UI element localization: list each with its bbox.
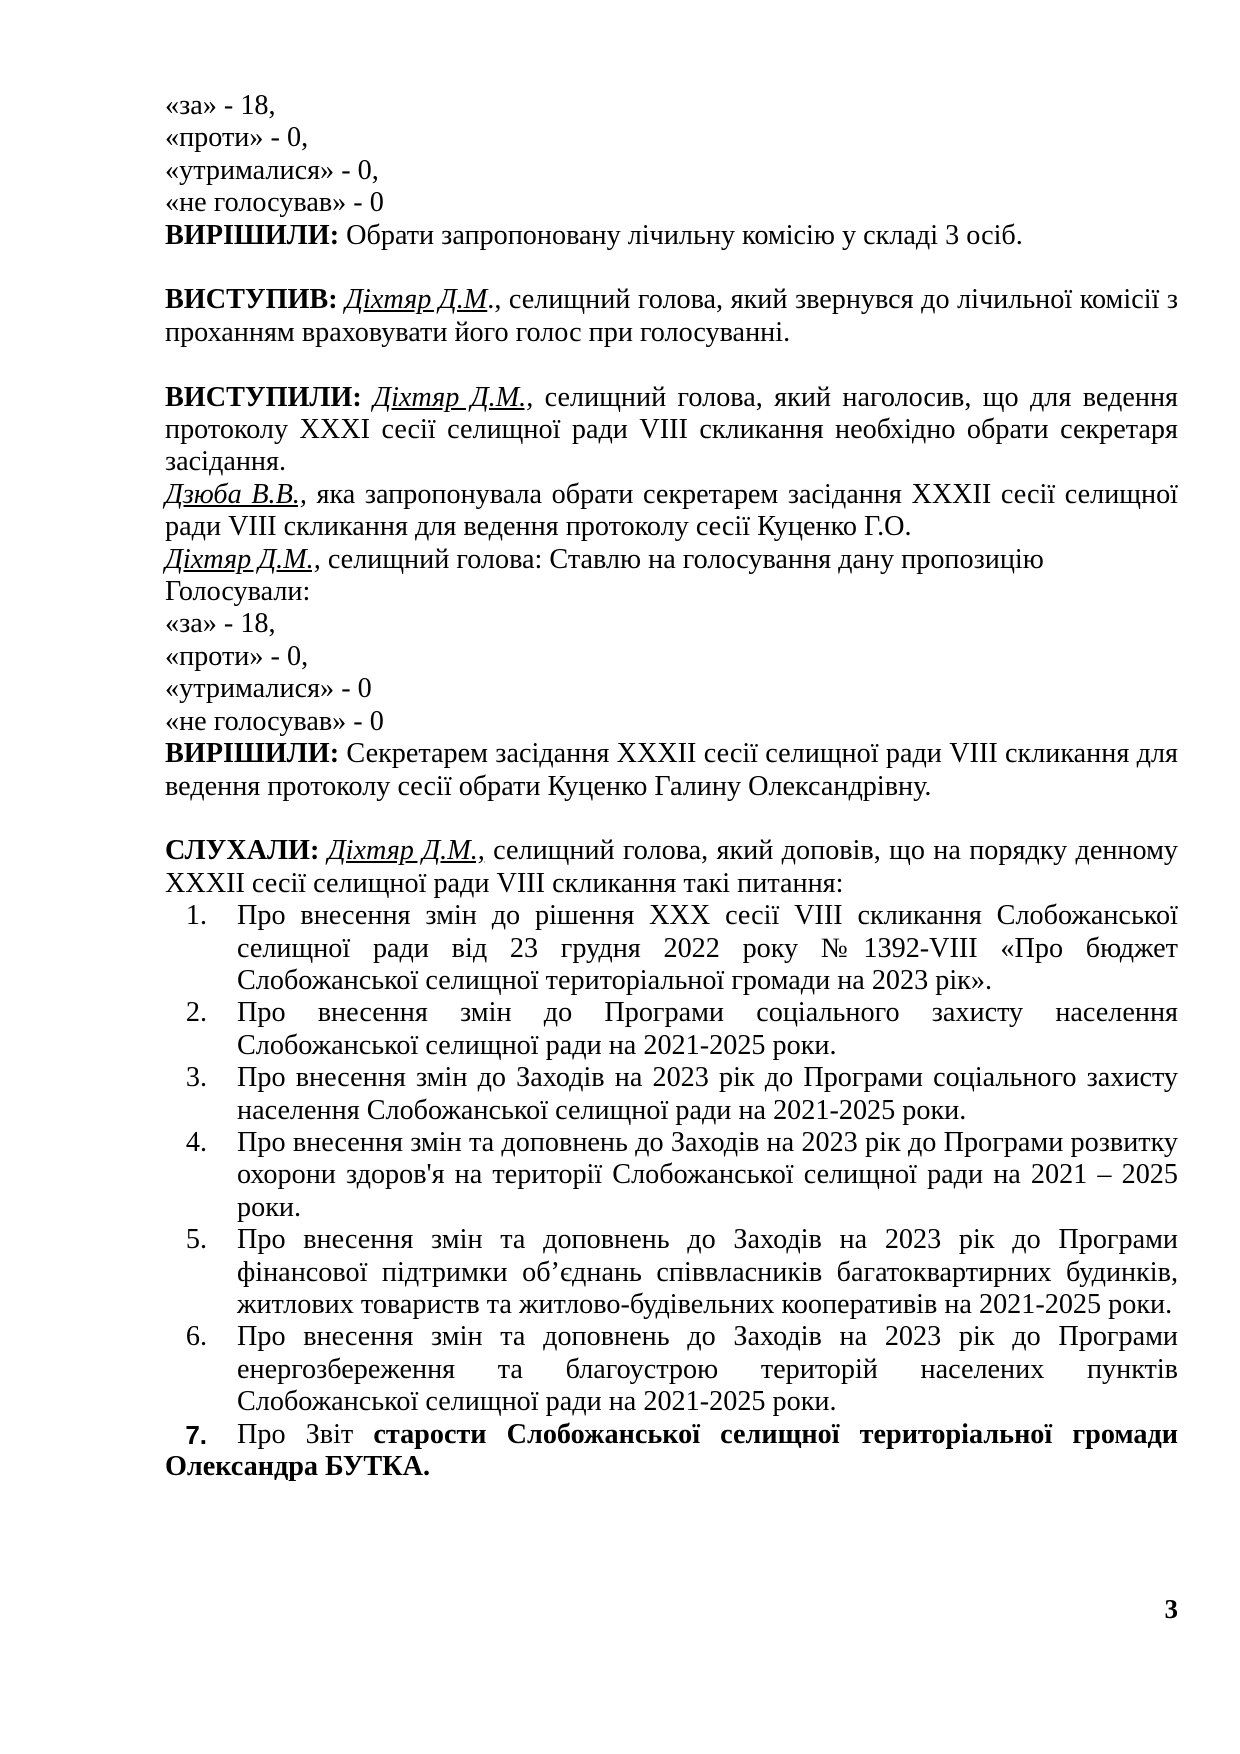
agenda-item-number: 1. (185, 900, 207, 932)
speech2-part2 (165, 479, 1178, 544)
agenda-item (165, 1062, 1178, 1127)
agenda-item-text: Про внесення змін до рішення XXX сесії VIII скликання Слобожанської селищної ради від 23 грудня 2022 року №1392-VIII «Про бюджет Слобожанської селищної територіальної громади на 2023 рік». (237, 900, 1178, 996)
heard (165, 835, 1178, 900)
agenda-item-number: 4. (185, 1126, 207, 1158)
agenda-item (165, 997, 1178, 1062)
speech2-part1 (165, 382, 1178, 479)
vote2-heading: Голосували: (165, 576, 311, 608)
vote1-not-voted: «не голосував» - 0 (165, 187, 384, 219)
vote1-abstained: «утрималися» - 0, (165, 154, 379, 186)
vote1-for: «за» - 18, (165, 90, 276, 121)
agenda-item-text: Про внесення змін та доповнень до Заходів на 2023 рік до Програми енергозбереження та благоустрою територій населених пунктів Слобожанської селищної ради на 2021-2025 роки. (237, 1321, 1178, 1418)
agenda-item-last (165, 1419, 1178, 1484)
agenda-item (165, 1321, 1178, 1418)
agenda-item-number: 6. (185, 1321, 207, 1353)
agenda-item (165, 900, 1178, 997)
agenda-item-text: Про внесення змін до Заходів на 2023 рік до Програми соціального захисту населення Слобожанської селищної ради на 2021-2025 роки. (237, 1062, 1178, 1126)
agenda-item-text: Про внесення змін та доповнень до Заходів на 2023 рік до Програми фінансової підтримки об’єднань співвласників багатоквартирних будинків, житлових товариств та житлово-будівельних кооперативів на 2021-2025 роки. (237, 1224, 1178, 1320)
agenda-item (165, 1127, 1178, 1224)
speech2-speaker-3: Діхтяр Д.М., (165, 543, 321, 575)
decision2-text: Секретарем засідання XXXII сесії селищної ради VIII скликання для ведення протоколу сесії обрати Куценко Галину Олександрівну. (165, 738, 1178, 802)
speech1-label: ВИСТУПИВ: (165, 284, 338, 316)
vote1-against: «проти» - 0, (165, 122, 309, 154)
agenda-item-number: 5. (185, 1224, 207, 1256)
agenda-item-text: старости Слобожанської селищної територіальної громади Олександра БУТКА. (165, 1418, 1178, 1483)
heard-text: селищний голова, який доповів, що на порядку денному XXXII сесії селищної ради VIII скликання такі питання: (165, 835, 1179, 899)
speech2-part3 (165, 544, 1178, 576)
heard-label: СЛУХАЛИ: (165, 835, 320, 867)
speech2-label: ВИСТУПИЛИ: (165, 381, 362, 413)
speech1-text: ., селищний голова, який звернувся до лічильної комісії з проханням враховувати його голос при голосуванні. (165, 284, 1179, 348)
speech2-speaker-2: Дзюба В.В., (165, 478, 307, 510)
decision1-text: Обрати запропоновану лічильну комісію у складі 3 осіб. (339, 219, 1023, 251)
agenda-item-text: Про внесення змін та доповнень до Заходів на 2023 рік до Програми розвитку охорони здоров'я на території Слобожанської селищної ради на 2021 – 2025 роки. (237, 1126, 1178, 1223)
agenda-item-number: 2. (185, 997, 207, 1029)
agenda-item-text: Про внесення змін до Програми соціального захисту населення Слобожанської селищної ради на 2021-2025 роки. (237, 997, 1178, 1061)
decision1-label: ВИРІШИЛИ: (165, 219, 340, 251)
page-number: 3 (1164, 1594, 1178, 1624)
vote2-against: «проти» - 0, (165, 640, 309, 672)
spacer (165, 349, 1178, 381)
speech2-text-3: селищний голова: Ставлю на голосування дану пропозицію (320, 543, 1044, 575)
speech1-speaker: Діхтяр Д.М (345, 284, 488, 316)
speech2-speaker-1: Діхтяр Д.М., (373, 381, 534, 413)
decision1 (165, 220, 1178, 252)
decision2-label: ВИРІШИЛИ: (165, 738, 340, 770)
vote2-not-voted: «не голосував» - 0 (165, 705, 384, 737)
agenda-item (165, 1224, 1178, 1321)
agenda-item-number: 7. (185, 1419, 207, 1450)
agenda-list (165, 900, 1178, 1483)
vote2-abstained: «утрималися» - 0 (165, 673, 372, 705)
agenda-item-number: 3. (185, 1062, 207, 1094)
speech1 (165, 284, 1178, 349)
vote2-for: «за» - 18, (165, 608, 276, 640)
decision2 (165, 738, 1178, 803)
spacer (165, 252, 1178, 284)
speech2-text-1: селищний голова, який наголосив, що для ведення протоколу XXXI сесії селищної ради VIII скликання необхідно обрати секретаря засідання. (165, 381, 1179, 478)
speech2-text-2: яка запропонувала обрати секретарем засідання XXXII сесії селищної ради VIII скликання для ведення протоколу сесії Куценко Г.О. (165, 478, 1179, 543)
heard-speaker: Діхтяр Д.М., (327, 835, 485, 867)
spacer (165, 803, 1178, 835)
agenda-item-lead: Про Звіт (237, 1418, 374, 1450)
